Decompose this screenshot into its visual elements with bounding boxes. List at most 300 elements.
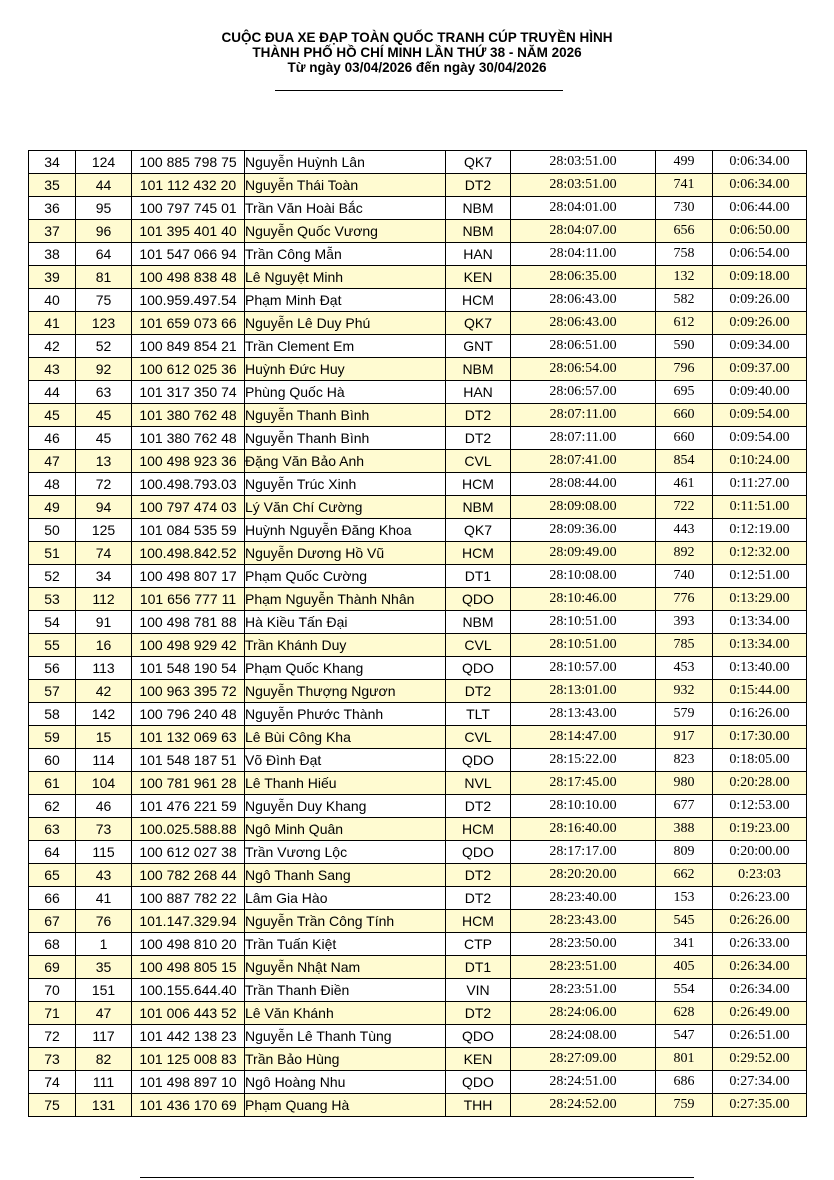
rider-name-cell: Phạm Minh Đạt xyxy=(245,289,446,312)
bib-number-cell: 43 xyxy=(76,864,132,887)
team-code-cell: DT1 xyxy=(446,565,511,588)
rider-name-cell: Nguyễn Dương Hồ Vũ xyxy=(245,542,446,565)
rider-name-cell: Nguyễn Thanh Bình xyxy=(245,404,446,427)
team-code-cell: HCM xyxy=(446,289,511,312)
bib-number-cell: 112 xyxy=(76,588,132,611)
rider-name-cell: Huỳnh Đức Huy xyxy=(245,358,446,381)
table-row xyxy=(29,473,807,496)
time-gap-cell: 0:06:54.00 xyxy=(713,243,807,266)
rank-cell: 60 xyxy=(29,749,76,772)
table-row xyxy=(29,1094,807,1117)
table-row xyxy=(29,174,807,197)
results-table xyxy=(28,150,807,1117)
code-cell: 547 xyxy=(656,1025,713,1048)
rider-id-cell: 100 498 929 42 xyxy=(132,634,245,657)
code-cell: 153 xyxy=(656,887,713,910)
bib-number-cell: 123 xyxy=(76,312,132,335)
rider-name-cell: Nguyễn Lê Duy Phú xyxy=(245,312,446,335)
team-code-cell: DT2 xyxy=(446,1002,511,1025)
header-divider xyxy=(275,90,563,91)
team-code-cell: TLT xyxy=(446,703,511,726)
bib-number-cell: 94 xyxy=(76,496,132,519)
time-gap-cell: 0:26:26.00 xyxy=(713,910,807,933)
bib-number-cell: 13 xyxy=(76,450,132,473)
bib-number-cell: 91 xyxy=(76,611,132,634)
header-title-line1: CUỘC ĐUA XE ĐẠP TOÀN QUỐC TRANH CÚP TRUYỀN HÌNH xyxy=(221,30,613,45)
code-cell: 677 xyxy=(656,795,713,818)
rider-id-cell: 101 132 069 63 xyxy=(132,726,245,749)
rank-cell: 51 xyxy=(29,542,76,565)
team-code-cell: HCM xyxy=(446,818,511,841)
code-cell: 759 xyxy=(656,1094,713,1117)
rank-cell: 39 xyxy=(29,266,76,289)
time-gap-cell: 0:26:34.00 xyxy=(713,956,807,979)
table-row xyxy=(29,749,807,772)
code-cell: 461 xyxy=(656,473,713,496)
code-cell: 917 xyxy=(656,726,713,749)
time-gap-cell: 0:16:26.00 xyxy=(713,703,807,726)
rider-id-cell: 100 849 854 21 xyxy=(132,335,245,358)
time-gap-cell: 0:13:40.00 xyxy=(713,657,807,680)
time-gap-cell: 0:15:44.00 xyxy=(713,680,807,703)
code-cell: 796 xyxy=(656,358,713,381)
time-gap-cell: 0:20:00.00 xyxy=(713,841,807,864)
code-cell: 341 xyxy=(656,933,713,956)
rider-id-cell: 101 380 762 48 xyxy=(132,404,245,427)
rider-name-cell: Lê Thanh Hiếu xyxy=(245,772,446,795)
team-code-cell: QK7 xyxy=(446,312,511,335)
code-cell: 628 xyxy=(656,1002,713,1025)
rank-cell: 73 xyxy=(29,1048,76,1071)
code-cell: 892 xyxy=(656,542,713,565)
table-row xyxy=(29,979,807,1002)
team-code-cell: CVL xyxy=(446,634,511,657)
team-code-cell: QDO xyxy=(446,1025,511,1048)
rider-name-cell: Ngô Minh Quân xyxy=(245,818,446,841)
time-gap-cell: 0:06:34.00 xyxy=(713,174,807,197)
table-row xyxy=(29,220,807,243)
total-time-cell: 28:10:46.00 xyxy=(511,588,656,611)
rank-cell: 45 xyxy=(29,404,76,427)
bib-number-cell: 131 xyxy=(76,1094,132,1117)
rider-id-cell: 100 797 474 03 xyxy=(132,496,245,519)
bib-number-cell: 1 xyxy=(76,933,132,956)
rank-cell: 70 xyxy=(29,979,76,1002)
rider-name-cell: Phạm Quang Hà xyxy=(245,1094,446,1117)
team-code-cell: DT1 xyxy=(446,956,511,979)
total-time-cell: 28:06:43.00 xyxy=(511,312,656,335)
time-gap-cell: 0:13:34.00 xyxy=(713,634,807,657)
bib-number-cell: 95 xyxy=(76,197,132,220)
rider-id-cell: 101 317 350 74 xyxy=(132,381,245,404)
bib-number-cell: 35 xyxy=(76,956,132,979)
rank-cell: 49 xyxy=(29,496,76,519)
total-time-cell: 28:23:51.00 xyxy=(511,956,656,979)
rider-name-cell: Đặng Văn Bảo Anh xyxy=(245,450,446,473)
rider-id-cell: 101 006 443 52 xyxy=(132,1002,245,1025)
time-gap-cell: 0:19:23.00 xyxy=(713,818,807,841)
code-cell: 740 xyxy=(656,565,713,588)
bib-number-cell: 15 xyxy=(76,726,132,749)
time-gap-cell: 0:26:49.00 xyxy=(713,1002,807,1025)
total-time-cell: 28:03:51.00 xyxy=(511,174,656,197)
bib-number-cell: 74 xyxy=(76,542,132,565)
total-time-cell: 28:04:11.00 xyxy=(511,243,656,266)
bib-number-cell: 104 xyxy=(76,772,132,795)
table-row xyxy=(29,887,807,910)
table-row xyxy=(29,496,807,519)
rank-cell: 57 xyxy=(29,680,76,703)
bib-number-cell: 151 xyxy=(76,979,132,1002)
bib-number-cell: 113 xyxy=(76,657,132,680)
bib-number-cell: 72 xyxy=(76,473,132,496)
rider-name-cell: Nguyễn Nhật Nam xyxy=(245,956,446,979)
table-row xyxy=(29,335,807,358)
code-cell: 612 xyxy=(656,312,713,335)
team-code-cell: NBM xyxy=(446,358,511,381)
rider-id-cell: 100 797 745 01 xyxy=(132,197,245,220)
total-time-cell: 28:15:22.00 xyxy=(511,749,656,772)
total-time-cell: 28:03:51.00 xyxy=(511,151,656,174)
rank-cell: 47 xyxy=(29,450,76,473)
team-code-cell: HCM xyxy=(446,542,511,565)
code-cell: 823 xyxy=(656,749,713,772)
table-row xyxy=(29,841,807,864)
rank-cell: 58 xyxy=(29,703,76,726)
rider-name-cell: Lê Nguyệt Minh xyxy=(245,266,446,289)
rank-cell: 56 xyxy=(29,657,76,680)
time-gap-cell: 0:27:35.00 xyxy=(713,1094,807,1117)
bib-number-cell: 45 xyxy=(76,427,132,450)
code-cell: 554 xyxy=(656,979,713,1002)
total-time-cell: 28:10:57.00 xyxy=(511,657,656,680)
table-row xyxy=(29,795,807,818)
team-code-cell: DT2 xyxy=(446,174,511,197)
code-cell: 579 xyxy=(656,703,713,726)
time-gap-cell: 0:09:26.00 xyxy=(713,289,807,312)
rank-cell: 71 xyxy=(29,1002,76,1025)
table-row xyxy=(29,404,807,427)
rank-cell: 68 xyxy=(29,933,76,956)
rider-id-cell: 101 656 777 11 xyxy=(132,588,245,611)
code-cell: 388 xyxy=(656,818,713,841)
rider-id-cell: 101 112 432 20 xyxy=(132,174,245,197)
total-time-cell: 28:08:44.00 xyxy=(511,473,656,496)
team-code-cell: QK7 xyxy=(446,151,511,174)
table-row xyxy=(29,565,807,588)
rider-id-cell: 101 436 170 69 xyxy=(132,1094,245,1117)
total-time-cell: 28:10:51.00 xyxy=(511,611,656,634)
rider-id-cell: 101 395 401 40 xyxy=(132,220,245,243)
table-row xyxy=(29,450,807,473)
rank-cell: 34 xyxy=(29,151,76,174)
total-time-cell: 28:04:01.00 xyxy=(511,197,656,220)
team-code-cell: KEN xyxy=(446,266,511,289)
table-row xyxy=(29,289,807,312)
code-cell: 730 xyxy=(656,197,713,220)
code-cell: 758 xyxy=(656,243,713,266)
rider-name-cell: Nguyễn Thượng Ngươn xyxy=(245,680,446,703)
rider-id-cell: 100.025.588.88 xyxy=(132,818,245,841)
document-header xyxy=(0,30,834,75)
total-time-cell: 28:23:51.00 xyxy=(511,979,656,1002)
code-cell: 686 xyxy=(656,1071,713,1094)
total-time-cell: 28:09:08.00 xyxy=(511,496,656,519)
rank-cell: 69 xyxy=(29,956,76,979)
team-code-cell: NBM xyxy=(446,197,511,220)
team-code-cell: HCM xyxy=(446,473,511,496)
total-time-cell: 28:07:41.00 xyxy=(511,450,656,473)
team-code-cell: KEN xyxy=(446,1048,511,1071)
code-cell: 785 xyxy=(656,634,713,657)
rider-name-cell: Nguyễn Huỳnh Lân xyxy=(245,151,446,174)
rider-name-cell: Ngô Thanh Sang xyxy=(245,864,446,887)
team-code-cell: CVL xyxy=(446,450,511,473)
table-row xyxy=(29,818,807,841)
rank-cell: 50 xyxy=(29,519,76,542)
time-gap-cell: 0:12:53.00 xyxy=(713,795,807,818)
rank-cell: 40 xyxy=(29,289,76,312)
bib-number-cell: 64 xyxy=(76,243,132,266)
table-row xyxy=(29,910,807,933)
rank-cell: 67 xyxy=(29,910,76,933)
rider-name-cell: Lê Văn Khánh xyxy=(245,1002,446,1025)
time-gap-cell: 0:09:26.00 xyxy=(713,312,807,335)
time-gap-cell: 0:23:03 xyxy=(713,864,807,887)
rider-id-cell: 101 547 066 94 xyxy=(132,243,245,266)
total-time-cell: 28:24:51.00 xyxy=(511,1071,656,1094)
rider-name-cell: Nguyễn Trúc Xinh xyxy=(245,473,446,496)
time-gap-cell: 0:26:33.00 xyxy=(713,933,807,956)
rider-id-cell: 101 659 073 66 xyxy=(132,312,245,335)
total-time-cell: 28:17:17.00 xyxy=(511,841,656,864)
bib-number-cell: 44 xyxy=(76,174,132,197)
total-time-cell: 28:24:06.00 xyxy=(511,1002,656,1025)
rider-name-cell: Nguyễn Duy Khang xyxy=(245,795,446,818)
rider-name-cell: Nguyễn Trần Công Tính xyxy=(245,910,446,933)
table-row xyxy=(29,266,807,289)
total-time-cell: 28:14:47.00 xyxy=(511,726,656,749)
table-row xyxy=(29,864,807,887)
code-cell: 695 xyxy=(656,381,713,404)
total-time-cell: 28:24:52.00 xyxy=(511,1094,656,1117)
bib-number-cell: 73 xyxy=(76,818,132,841)
team-code-cell: GNT xyxy=(446,335,511,358)
total-time-cell: 28:06:35.00 xyxy=(511,266,656,289)
code-cell: 405 xyxy=(656,956,713,979)
team-code-cell: DT2 xyxy=(446,795,511,818)
rank-cell: 53 xyxy=(29,588,76,611)
table-row xyxy=(29,1025,807,1048)
rider-id-cell: 100 612 027 38 xyxy=(132,841,245,864)
table-row xyxy=(29,1048,807,1071)
total-time-cell: 28:20:20.00 xyxy=(511,864,656,887)
bib-number-cell: 82 xyxy=(76,1048,132,1071)
rider-name-cell: Võ Đình Đạt xyxy=(245,749,446,772)
rank-cell: 75 xyxy=(29,1094,76,1117)
code-cell: 443 xyxy=(656,519,713,542)
rank-cell: 35 xyxy=(29,174,76,197)
time-gap-cell: 0:10:24.00 xyxy=(713,450,807,473)
team-code-cell: DT2 xyxy=(446,864,511,887)
code-cell: 722 xyxy=(656,496,713,519)
rider-id-cell: 100 781 961 28 xyxy=(132,772,245,795)
rider-name-cell: Trần Tuấn Kiệt xyxy=(245,933,446,956)
rider-id-cell: 100 498 807 17 xyxy=(132,565,245,588)
code-cell: 582 xyxy=(656,289,713,312)
team-code-cell: QK7 xyxy=(446,519,511,542)
rider-id-cell: 100 498 781 88 xyxy=(132,611,245,634)
rank-cell: 64 xyxy=(29,841,76,864)
rider-id-cell: 100.155.644.40 xyxy=(132,979,245,1002)
time-gap-cell: 0:09:40.00 xyxy=(713,381,807,404)
total-time-cell: 28:07:11.00 xyxy=(511,427,656,450)
table-row xyxy=(29,381,807,404)
time-gap-cell: 0:17:30.00 xyxy=(713,726,807,749)
rider-name-cell: Phạm Quốc Khang xyxy=(245,657,446,680)
bib-number-cell: 117 xyxy=(76,1025,132,1048)
time-gap-cell: 0:26:51.00 xyxy=(713,1025,807,1048)
code-cell: 499 xyxy=(656,151,713,174)
bib-number-cell: 52 xyxy=(76,335,132,358)
bib-number-cell: 125 xyxy=(76,519,132,542)
rank-cell: 38 xyxy=(29,243,76,266)
team-code-cell: QDO xyxy=(446,1071,511,1094)
rider-id-cell: 101 380 762 48 xyxy=(132,427,245,450)
rider-id-cell: 101 548 190 54 xyxy=(132,657,245,680)
rider-id-cell: 101 084 535 59 xyxy=(132,519,245,542)
bib-number-cell: 42 xyxy=(76,680,132,703)
bib-number-cell: 96 xyxy=(76,220,132,243)
rider-id-cell: 101 476 221 59 xyxy=(132,795,245,818)
code-cell: 801 xyxy=(656,1048,713,1071)
rider-id-cell: 101.147.329.94 xyxy=(132,910,245,933)
team-code-cell: NBM xyxy=(446,611,511,634)
rank-cell: 61 xyxy=(29,772,76,795)
total-time-cell: 28:09:36.00 xyxy=(511,519,656,542)
table-row xyxy=(29,634,807,657)
rider-id-cell: 100.498.793.03 xyxy=(132,473,245,496)
rank-cell: 62 xyxy=(29,795,76,818)
team-code-cell: THH xyxy=(446,1094,511,1117)
time-gap-cell: 0:11:51.00 xyxy=(713,496,807,519)
rider-name-cell: Phạm Quốc Cường xyxy=(245,565,446,588)
team-code-cell: VIN xyxy=(446,979,511,1002)
time-gap-cell: 0:11:27.00 xyxy=(713,473,807,496)
rider-name-cell: Lê Bùi Công Kha xyxy=(245,726,446,749)
bib-number-cell: 75 xyxy=(76,289,132,312)
rider-id-cell: 101 442 138 23 xyxy=(132,1025,245,1048)
team-code-cell: QDO xyxy=(446,588,511,611)
table-row xyxy=(29,1071,807,1094)
table-row xyxy=(29,588,807,611)
total-time-cell: 28:24:08.00 xyxy=(511,1025,656,1048)
bib-number-cell: 45 xyxy=(76,404,132,427)
bib-number-cell: 81 xyxy=(76,266,132,289)
total-time-cell: 28:06:57.00 xyxy=(511,381,656,404)
code-cell: 453 xyxy=(656,657,713,680)
code-cell: 660 xyxy=(656,404,713,427)
total-time-cell: 28:07:11.00 xyxy=(511,404,656,427)
rider-id-cell: 100 498 805 15 xyxy=(132,956,245,979)
bib-number-cell: 76 xyxy=(76,910,132,933)
rider-name-cell: Trần Công Mẫn xyxy=(245,243,446,266)
rider-name-cell: Nguyễn Lê Thanh Tùng xyxy=(245,1025,446,1048)
team-code-cell: DT2 xyxy=(446,427,511,450)
time-gap-cell: 0:27:34.00 xyxy=(713,1071,807,1094)
team-code-cell: DT2 xyxy=(446,887,511,910)
team-code-cell: HAN xyxy=(446,243,511,266)
team-code-cell: NBM xyxy=(446,220,511,243)
rider-id-cell: 100 498 838 48 xyxy=(132,266,245,289)
rank-cell: 37 xyxy=(29,220,76,243)
code-cell: 660 xyxy=(656,427,713,450)
table-row xyxy=(29,726,807,749)
bib-number-cell: 63 xyxy=(76,381,132,404)
time-gap-cell: 0:13:29.00 xyxy=(713,588,807,611)
rider-id-cell: 101 548 187 51 xyxy=(132,749,245,772)
time-gap-cell: 0:06:34.00 xyxy=(713,151,807,174)
time-gap-cell: 0:09:54.00 xyxy=(713,404,807,427)
total-time-cell: 28:27:09.00 xyxy=(511,1048,656,1071)
rider-name-cell: Nguyễn Quốc Vương xyxy=(245,220,446,243)
time-gap-cell: 0:12:51.00 xyxy=(713,565,807,588)
table-row xyxy=(29,657,807,680)
bib-number-cell: 114 xyxy=(76,749,132,772)
results-table-body xyxy=(29,151,807,1117)
rider-id-cell: 100 498 810 20 xyxy=(132,933,245,956)
time-gap-cell: 0:09:37.00 xyxy=(713,358,807,381)
rank-cell: 36 xyxy=(29,197,76,220)
team-code-cell: QDO xyxy=(446,657,511,680)
rank-cell: 48 xyxy=(29,473,76,496)
table-row xyxy=(29,956,807,979)
code-cell: 741 xyxy=(656,174,713,197)
rider-name-cell: Lâm Gia Hào xyxy=(245,887,446,910)
rider-name-cell: Phạm Nguyễn Thành Nhân xyxy=(245,588,446,611)
header-title-line2: THÀNH PHỐ HỒ CHÍ MINH LẦN THỨ 38 - NĂM 2026 xyxy=(252,45,582,60)
bib-number-cell: 41 xyxy=(76,887,132,910)
rider-name-cell: Lý Văn Chí Cường xyxy=(245,496,446,519)
time-gap-cell: 0:20:28.00 xyxy=(713,772,807,795)
code-cell: 809 xyxy=(656,841,713,864)
bib-number-cell: 124 xyxy=(76,151,132,174)
rank-cell: 46 xyxy=(29,427,76,450)
table-row xyxy=(29,243,807,266)
rider-name-cell: Trần Bảo Hùng xyxy=(245,1048,446,1071)
table-row xyxy=(29,703,807,726)
team-code-cell: QDO xyxy=(446,749,511,772)
bib-number-cell: 16 xyxy=(76,634,132,657)
team-code-cell: HCM xyxy=(446,910,511,933)
total-time-cell: 28:16:40.00 xyxy=(511,818,656,841)
team-code-cell: NVL xyxy=(446,772,511,795)
rider-id-cell: 100 782 268 44 xyxy=(132,864,245,887)
code-cell: 776 xyxy=(656,588,713,611)
total-time-cell: 28:10:08.00 xyxy=(511,565,656,588)
rider-name-cell: Huỳnh Nguyễn Đăng Khoa xyxy=(245,519,446,542)
rider-id-cell: 100 963 395 72 xyxy=(132,680,245,703)
rider-id-cell: 100.498.842.52 xyxy=(132,542,245,565)
team-code-cell: DT2 xyxy=(446,680,511,703)
total-time-cell: 28:13:43.00 xyxy=(511,703,656,726)
rank-cell: 72 xyxy=(29,1025,76,1048)
rider-id-cell: 100.959.497.54 xyxy=(132,289,245,312)
team-code-cell: HAN xyxy=(446,381,511,404)
rank-cell: 63 xyxy=(29,818,76,841)
rider-name-cell: Hà Kiều Tấn Đại xyxy=(245,611,446,634)
header-date-range: Từ ngày 03/04/2026 đến ngày 30/04/2026 xyxy=(287,60,547,75)
